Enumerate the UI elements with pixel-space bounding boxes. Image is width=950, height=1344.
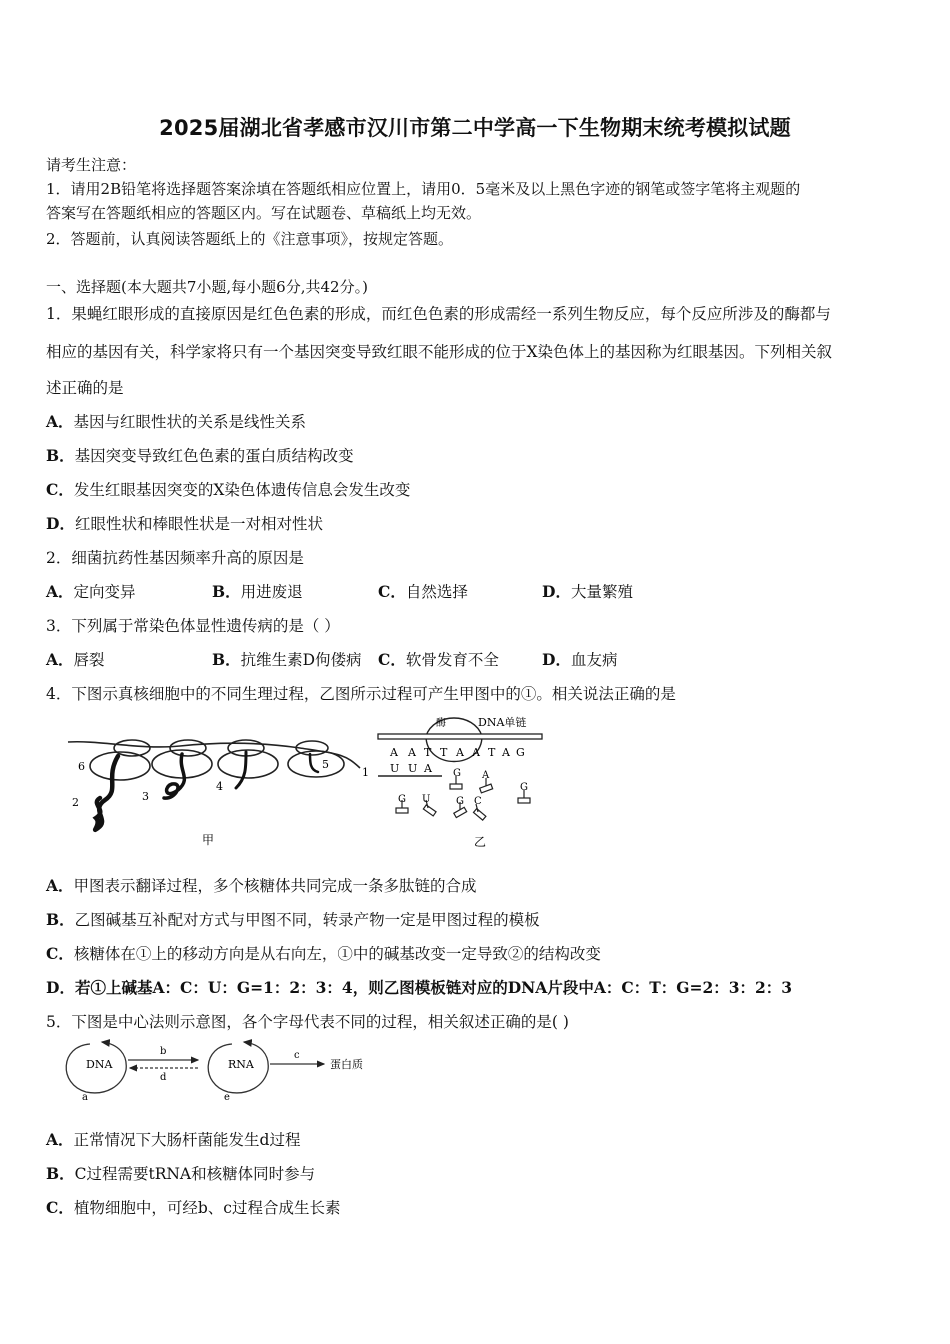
dogma-label-a: a [82,1092,88,1102]
q5-option-b[interactable] [46,1162,315,1184]
fig-jia-label-6: 6 [78,760,85,773]
option-text: 定向变异 [73,583,136,601]
q3-stem [46,614,340,636]
q3-option-d[interactable] [542,648,617,670]
option-text: 植物细胞中，可经b、c过程合成生长素 [73,1199,341,1217]
template-base: A [408,746,416,759]
q3-option-a[interactable] [46,648,105,670]
free-base: C [474,796,482,807]
option-label: D． [46,514,75,533]
q3-option-b[interactable] [212,648,362,670]
option-text: 若①上碱基A：C：U：G=1：2：3：4，则乙图模板链对应的DNA片段中A：C：T：G=2：3：2：3 [74,978,793,997]
option-label: C． [46,944,74,963]
fig-yi-rna-bases [390,762,433,775]
q2-text: 细菌抗药性基因频率升高的原因是 [71,549,304,567]
option-label: B． [212,582,241,601]
option-text: 发生红眼基因突变的X染色体遗传信息会发生改变 [73,481,411,499]
free-base: G [398,794,406,805]
q1-stem-line-3: 述正确的是 [46,379,124,397]
fig-jia-label-3: 3 [142,790,149,803]
q5-stem [46,1010,569,1032]
option-label: D． [542,650,571,669]
dogma-label-b: b [160,1046,167,1057]
dogma-dna: DNA [86,1058,113,1071]
option-text: 红眼性状和棒眼性状是一对相对性状 [74,515,323,533]
fig-jia-label-5: 5 [322,758,329,771]
template-base: T [424,746,432,759]
template-base: T [488,746,496,759]
option-label: C． [378,582,406,601]
dogma-protein: 蛋白质 [330,1058,363,1071]
q2-option-d[interactable] [542,580,633,602]
q5-option-a[interactable] [46,1128,300,1150]
q1-option-c[interactable] [46,478,410,500]
option-text: 核糖体在①上的移动方向是从右向左，①中的碱基改变一定导致②的结构改变 [73,945,601,963]
option-text: 用进废退 [240,583,303,601]
q4-number: 4． [46,685,72,703]
dogma-label-c: c [294,1050,300,1061]
q1-option-b[interactable] [46,444,354,466]
notice-line-1: 1．请用2B铅笔将选择题答案涂填在答题纸相应位置上，请用0．5毫米及以上黑色字迹的钢笔或签字笔将主观题的 [46,180,801,198]
template-base: A [456,746,464,759]
option-text: 基因与红眼性状的关系是线性关系 [73,413,307,431]
option-text: 抗维生素D佝偻病 [240,651,362,669]
option-label: B． [212,650,241,669]
q3-text: 下列属于常染色体显性遗传病的是（ ） [71,617,340,635]
q4-option-c[interactable] [46,942,601,964]
option-text: 大量繁殖 [570,583,633,601]
template-base: T [440,746,448,759]
q1-stem-line-1 [46,302,831,324]
dogma-label-e: e [224,1092,230,1102]
option-label: B． [46,1164,75,1183]
q3-option-c[interactable] [378,648,499,670]
page-title: 2025届湖北省孝感市汉川市第二中学高一下生物期末统考模拟试题 [159,116,791,140]
fig-yi-dna-label: DNA单链 [478,716,527,729]
option-label: A． [46,1130,74,1149]
option-text: 血友病 [570,651,618,669]
fig-yi-caption: 乙 [474,835,487,849]
dogma-label-d: d [160,1072,167,1083]
option-text: 软骨发育不全 [405,651,499,669]
option-text: 乙图碱基互补配对方式与甲图不同，转录产物一定是甲图过程的模板 [74,911,540,929]
q1-stem-line-2: 相应的基因有关，科学家将只有一个基因突变导致红眼不能形成的位于X染色体上的基因称为红眼基因。下列相关叙 [46,343,833,361]
q1-text-1: 果蝇红眼形成的直接原因是红色色素的形成，而红色色素的形成需经一系列生物反应，每个反应所涉及的酶都与 [71,305,831,323]
option-label: D． [46,978,75,997]
q4-option-b[interactable] [46,908,540,930]
q2-stem [46,546,304,568]
q2-number: 2． [46,549,72,567]
template-base: A [390,746,398,759]
q1-option-d[interactable] [46,512,323,534]
free-base: G [456,796,464,807]
option-label: A． [46,876,74,895]
section-heading: 一、选择题(本大题共7小题,每小题6分,共42分。) [46,278,368,296]
figure-central-dogma [56,1036,386,1102]
option-label: A． [46,412,74,431]
q4-text: 下图示真核细胞中的不同生理过程，乙图所示过程可产生甲图中的①。相关说法正确的是 [71,685,676,703]
q4-stem [46,682,676,704]
q1-option-a[interactable] [46,410,306,432]
q2-option-a[interactable] [46,580,136,602]
option-label: C． [46,480,74,499]
q5-number: 5． [46,1013,72,1031]
option-label: A． [46,650,74,669]
notice-line-1b: 答案写在答题纸相应的答题区内。写在试题卷、草稿纸上均无效。 [46,204,482,222]
option-text: 基因突变导致红色色素的蛋白质结构改变 [74,447,354,465]
rna-base: U [390,762,400,775]
dogma-rna: RNA [228,1058,254,1071]
option-label: D． [542,582,571,601]
figure-translation-jia [60,728,380,852]
option-label: A． [46,582,74,601]
template-base: A [502,746,510,759]
option-label: C． [378,650,406,669]
free-base: G [453,768,461,779]
option-label: B． [46,910,75,929]
option-label: B． [46,446,75,465]
notice-line-2: 2．答题前，认真阅读答题纸上的《注意事项》，按规定答题。 [46,230,454,248]
q2-option-b[interactable] [212,580,303,602]
template-base: A [472,746,480,759]
fig-yi-enzyme: 酶 [436,718,446,729]
figure-transcription-yi [374,714,554,854]
option-label: C． [46,1198,74,1217]
free-base: U [422,794,431,805]
fig-jia-caption: 甲 [202,833,215,847]
q3-number: 3． [46,617,72,635]
fig-yi-template-bases [389,746,525,759]
option-text: 正常情况下大肠杆菌能发生d过程 [73,1131,301,1149]
free-base: A [482,770,490,781]
q1-number: 1． [46,305,72,323]
notice-heading: 请考生注意： [46,156,137,174]
rna-base: A [424,762,432,775]
fig-jia-label-2: 2 [72,796,79,809]
option-text: C过程需要tRNA和核糖体同时参与 [74,1165,316,1183]
fig-jia-label-1: 1 [362,766,369,779]
option-text: 唇裂 [73,651,105,669]
q5-text: 下图是中心法则示意图，各个字母代表不同的过程，相关叙述正确的是( ) [71,1013,569,1031]
option-text: 自然选择 [405,583,468,601]
fig-jia-label-4: 4 [216,780,223,793]
q5-option-c[interactable] [46,1196,340,1218]
free-base: G [520,782,528,793]
template-base: G [516,746,525,759]
q4-option-a[interactable] [46,874,477,896]
rna-base: U [408,762,418,775]
q4-option-d[interactable] [46,976,792,998]
q2-option-c[interactable] [378,580,468,602]
option-text: 甲图表示翻译过程，多个核糖体共同完成一条多肽链的合成 [73,877,477,895]
